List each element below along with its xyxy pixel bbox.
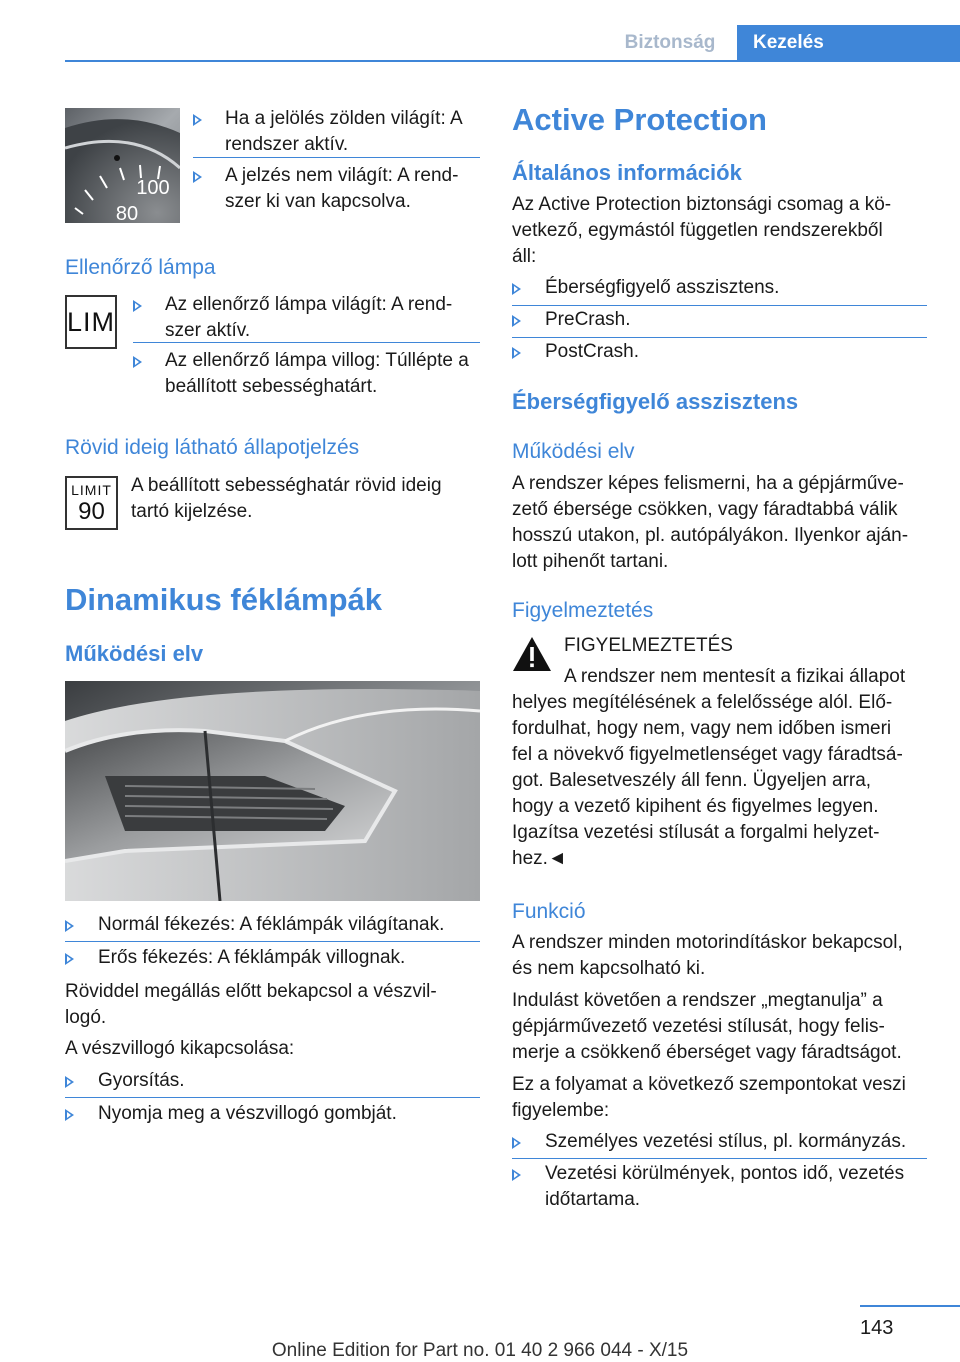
footer-edition: Online Edition for Part no. 01 40 2 966 044 - X/15 (271, 1340, 689, 1361)
gauge-label-80: 80 (115, 203, 139, 223)
bullet-triangle-icon (65, 1109, 74, 1121)
header-chapter-tab[interactable]: Kezelés (737, 25, 960, 61)
subtitle-principle: Működési elv (65, 641, 204, 666)
bullet-divider (512, 1158, 927, 1159)
subtitle-principle-right: Működési elv (512, 440, 635, 463)
bullet-text: PreCrash. (545, 309, 631, 330)
bullet-triangle-icon (512, 1169, 521, 1181)
text-line: A rendszer nem mentesít a fizikai állapot (564, 666, 906, 687)
subtitle-warning: Figyelmeztetés (512, 599, 654, 622)
brake-light-image (65, 681, 480, 901)
warning-label: FIGYELMEZTETÉS (564, 635, 733, 656)
hazard-off-intro: A vészvillogó kikapcsolása: (65, 1038, 295, 1059)
bullet-line: Vezetési körülmények, pontos idő, vezetés (545, 1163, 905, 1184)
lim-indicator-icon: LIM (65, 295, 117, 349)
text-line: zető ébersége csökken, vagy fáradtabbá válik (512, 499, 898, 520)
text-line: A beállított sebességhatár rövid ideig (131, 475, 442, 496)
gauge-label-100: 100 (136, 177, 170, 199)
text-line: logó. (65, 1007, 107, 1028)
subtitle-general: Általános információk (512, 160, 742, 185)
bullet-text: Nyomja meg a vészvillogó gombját. (98, 1103, 397, 1124)
bullet-triangle-icon (133, 356, 142, 368)
footer-rule (860, 1305, 960, 1307)
header-rule (65, 60, 960, 62)
short-display-text (131, 473, 481, 525)
bullet-line: rendszer aktív. (225, 134, 349, 155)
bullet-line: Ha a jelölés zölden világít: A (225, 108, 463, 129)
text-line: hosszú utakon, pl. autópályákon. Ilyenkor aján- (512, 525, 909, 546)
bullet-divider (512, 305, 927, 306)
text-line: Ez a folyamat a következő szempontokat veszi (512, 1074, 906, 1095)
text-line: hogy a vezető kipihent és figyelmes legyen. (512, 796, 879, 817)
text-line: A rendszer képes felismerni, ha a gépjárműve- (512, 473, 904, 494)
bullet-line: Az ellenőrző lámpa világít: A rend- (165, 294, 453, 315)
bullet-text: Személyes vezetési stílus, pl. kormányzás. (545, 1131, 907, 1152)
section-title-dynamic-brake: Dinamikus féklámpák (65, 582, 383, 617)
page-number: 143 (860, 1317, 894, 1339)
bullet-triangle-icon (193, 171, 202, 183)
text-line: hez.◄ (512, 848, 567, 869)
function-paragraph (512, 930, 932, 982)
bullet-triangle-icon (512, 347, 521, 359)
limit-icon-value: 90 (78, 498, 105, 525)
bullet-divider (65, 941, 480, 942)
bullet-divider (65, 1097, 480, 1098)
bullet-triangle-icon (512, 1137, 521, 1149)
text-line: gépjárművezető vezetési stílusát, hogy felis- (512, 1016, 885, 1037)
bullet-line: szer aktív. (165, 320, 251, 341)
bullet-text: Normál fékezés: A féklámpák világítanak. (98, 914, 445, 935)
text-line: Röviddel megállás előtt bekapcsol a vészvil- (65, 981, 437, 1002)
bullet-divider (512, 337, 927, 338)
bullet-line: A jelzés nem világít: A rend- (225, 165, 459, 186)
bullet-triangle-icon (512, 315, 521, 327)
text-line: Az Active Protection biztonsági csomag a kö- (512, 194, 892, 215)
text-line: got. Balesetveszély áll fenn. Ügyeljen arra, (512, 770, 872, 791)
text-line: A rendszer minden motorindításkor bekapcsol, (512, 932, 903, 953)
bullet-text: PostCrash. (545, 341, 639, 362)
section-title-short-display: Rövid ideig látható állapotjelzés (65, 436, 360, 459)
hazard-paragraph (65, 979, 480, 1031)
text-line: fordulhat, hogy nem, vagy nem időben ismeri (512, 718, 892, 739)
limit-icon-top: LIMIT (71, 482, 112, 498)
learning-paragraph (512, 988, 932, 1066)
bullet-line: Az ellenőrző lámpa villog: Túllépte a (165, 350, 469, 371)
bullet-triangle-icon (133, 300, 142, 312)
page-title: Active Protection (512, 102, 767, 137)
bullet-line: beállított sebességhatárt. (165, 376, 378, 397)
text-line: fel a növekvő figyelmetlenséget vagy fáradtsá- (512, 744, 903, 765)
warning-paragraph (512, 664, 932, 872)
text-line: Igazítsa vezetési stílusát a forgalmi helyzet- (512, 822, 880, 843)
general-paragraph (512, 192, 932, 270)
bullet-line: időtartama. (545, 1189, 641, 1210)
text-line: lott pihenőt tartani. (512, 551, 669, 572)
text-line: áll: (512, 246, 537, 267)
limit-90-icon (65, 476, 118, 530)
bullet-triangle-icon (512, 283, 521, 295)
bullet-line: szer ki van kapcsolva. (225, 191, 411, 212)
bullet-divider (193, 157, 480, 158)
text-line: Indulást követően a rendszer „megtanulja” a (512, 990, 883, 1011)
text-line: merje a csökkenő éberséget vagy fáradtságot. (512, 1042, 902, 1063)
text-line: vetkező, egymástól független rendszerekből (512, 220, 883, 241)
bullet-text: Gyorsítás. (98, 1070, 185, 1091)
header-section-tab[interactable]: Biztonság (624, 32, 716, 53)
text-line: helyes megítélésének a felelőssége alól. Elő- (512, 692, 893, 713)
bullet-text: Erős fékezés: A féklámpák villognak. (98, 947, 406, 968)
bullet-divider (133, 342, 480, 343)
principle-paragraph (512, 471, 932, 575)
factors-paragraph (512, 1072, 932, 1124)
bullet-triangle-icon (65, 1076, 74, 1088)
text-line: tartó kijelzése. (131, 501, 253, 522)
speedometer-image (65, 108, 180, 223)
text-line: és nem kapcsolható ki. (512, 958, 706, 979)
bullet-triangle-icon (65, 953, 74, 965)
subtitle-attention-assistant: Éberségfigyelő asszisztens (512, 389, 799, 414)
bullet-text: Éberségfigyelő asszisztens. (545, 277, 780, 298)
bullet-triangle-icon (65, 920, 74, 932)
section-title-indicator: Ellenőrző lámpa (65, 256, 216, 279)
subtitle-function: Funkció (512, 900, 586, 923)
bullet-triangle-icon (193, 114, 202, 126)
text-line: figyelembe: (512, 1100, 610, 1121)
